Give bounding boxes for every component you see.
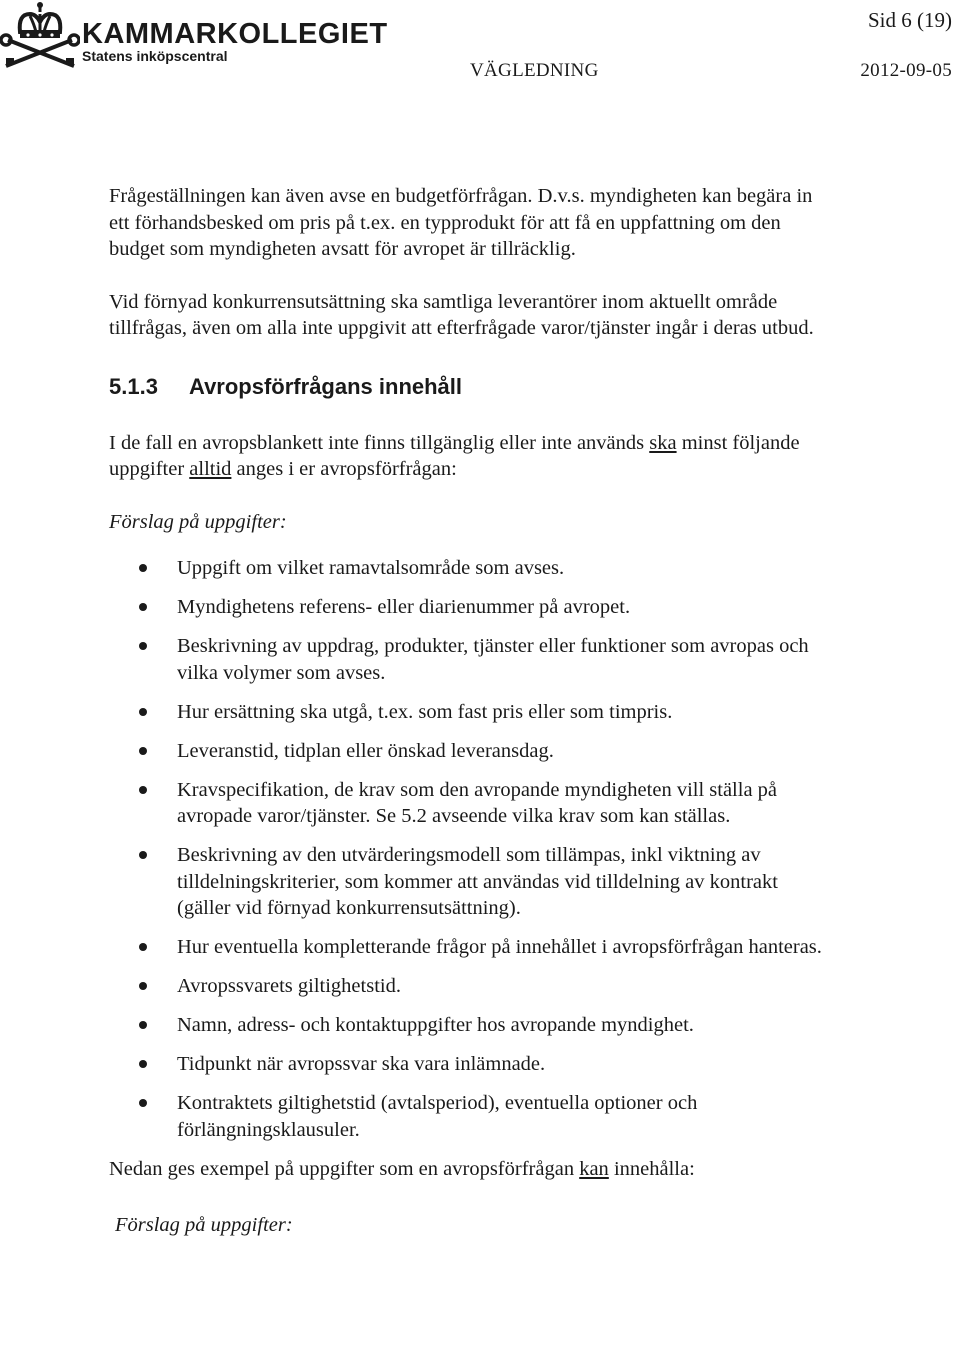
document-type: VÄGLEDNING: [470, 60, 599, 81]
logo-subtitle: Statens inköpscentral: [82, 48, 228, 64]
section-number: 5.1.3: [109, 373, 158, 399]
kammarkollegiet-logo: [0, 0, 388, 70]
emphasis-alltid: alltid: [189, 458, 232, 480]
list-item: [109, 633, 829, 686]
crown-emblem-icon: [0, 0, 80, 70]
section-title: Avropsförfrågans innehåll: [189, 373, 463, 399]
paragraph-optional-info: [109, 1156, 829, 1183]
bullet-icon: [139, 943, 147, 951]
list-item: [109, 842, 829, 922]
emphasis-ska: ska: [649, 431, 677, 454]
proposal-label: Förslag på uppgifter:: [109, 510, 287, 533]
text-fragment: I de fall en avropsblankett inte finns tillgänglig eller inte används: [109, 431, 650, 454]
bullet-icon: [139, 786, 147, 794]
list-item: [109, 777, 829, 830]
list-item-text: Myndighetens referens- eller diarienummer på avropet.: [177, 596, 631, 618]
text-fragment: anges i er avropsförfrågan:: [231, 458, 457, 480]
list-item: [109, 1090, 829, 1143]
paragraph-budget-request: Frågeställningen kan även avse en budgetförfrågan. D.v.s. myndigheten kan begära in ett förhandsbesked om pris på t.ex. en typprodukt för att få en uppfattning om den budget som myndigheten avsatt för avropet är tillräcklig.: [109, 185, 813, 260]
required-info-list: [109, 555, 829, 1143]
bullet-icon: [139, 1060, 147, 1068]
emphasis-kan: kan: [579, 1157, 609, 1180]
bullet-icon: [139, 603, 147, 611]
bullet-icon: [139, 642, 147, 650]
proposal-label-2: Förslag på uppgifter:: [115, 1214, 293, 1236]
list-item-text: Kontraktets giltighetstid (avtalsperiod), eventuella optioner och förlängningsklausuler.: [177, 1092, 698, 1141]
list-item-text: Kravspecifikation, de krav som den avropande myndigheten vill ställa på avropade varor/tjänster. Se 5.2 avseende vilka krav som kan ställas.: [177, 778, 778, 827]
list-item-text: Hur ersättning ska utgå, t.ex. som fast pris eller som timpris.: [177, 700, 673, 723]
list-item-text: Leveranstid, tidplan eller önskad leveransdag.: [177, 739, 554, 762]
paragraph-required-info: [109, 430, 829, 483]
bullet-icon: [139, 982, 147, 990]
bullet-icon: [139, 851, 147, 859]
list-item-text: Avropssvarets giltighetstid.: [177, 975, 401, 997]
list-item: [109, 1051, 829, 1078]
list-item: [109, 973, 829, 1000]
page-number: Sid 6 (19): [868, 8, 952, 32]
section-heading: [109, 372, 829, 402]
paragraph-renewed-competition: Vid förnyad konkurrensutsättning ska samtliga leverantörer inom aktuellt område tillfrågas, även om alla inte uppgivit att efterfrågade varor/tjänster ingår i deras utbud.: [109, 290, 814, 339]
bullet-icon: [139, 708, 147, 716]
list-item-text: Namn, adress- och kontaktuppgifter hos avropande myndighet.: [177, 1014, 694, 1036]
list-item-text: Uppgift om vilket ramavtalsområde som avses.: [177, 557, 565, 579]
list-item: [109, 594, 829, 621]
text-fragment: Nedan ges exempel på uppgifter som en avropsförfrågan: [109, 1157, 580, 1180]
bullet-icon: [139, 1021, 147, 1029]
text-fragment: innehålla:: [608, 1157, 695, 1180]
document-date: 2012-09-05: [860, 60, 952, 81]
list-item-text: Hur eventuella kompletterande frågor på innehållet i avropsförfrågan hanteras.: [177, 936, 822, 958]
document-body: [109, 183, 829, 1239]
bullet-icon: [139, 1099, 147, 1107]
list-item-text: Beskrivning av den utvärderingsmodell som tillämpas, inkl viktning av tilldelningskriterier, som kommer att användas vid tilldelning av kontrakt (gäller vid förnyad konkurrensutsättning).: [177, 844, 778, 919]
text-fragment: minst följande uppgifter: [109, 431, 800, 480]
list-item: [109, 738, 829, 765]
list-item-text: Tidpunkt när avropssvar ska vara inlämnade.: [177, 1053, 546, 1075]
list-item-text: Beskrivning av uppdrag, produkter, tjänster eller funktioner som avropas och vilka volymer som avses.: [177, 635, 809, 684]
bullet-icon: [139, 747, 147, 755]
list-item: [109, 934, 829, 961]
bullet-icon: [139, 564, 147, 572]
list-item: [109, 699, 829, 726]
list-item: [109, 1012, 829, 1039]
list-item: [109, 555, 829, 582]
logo-wordmark: KAMMARKOLLEGIET: [82, 18, 388, 50]
